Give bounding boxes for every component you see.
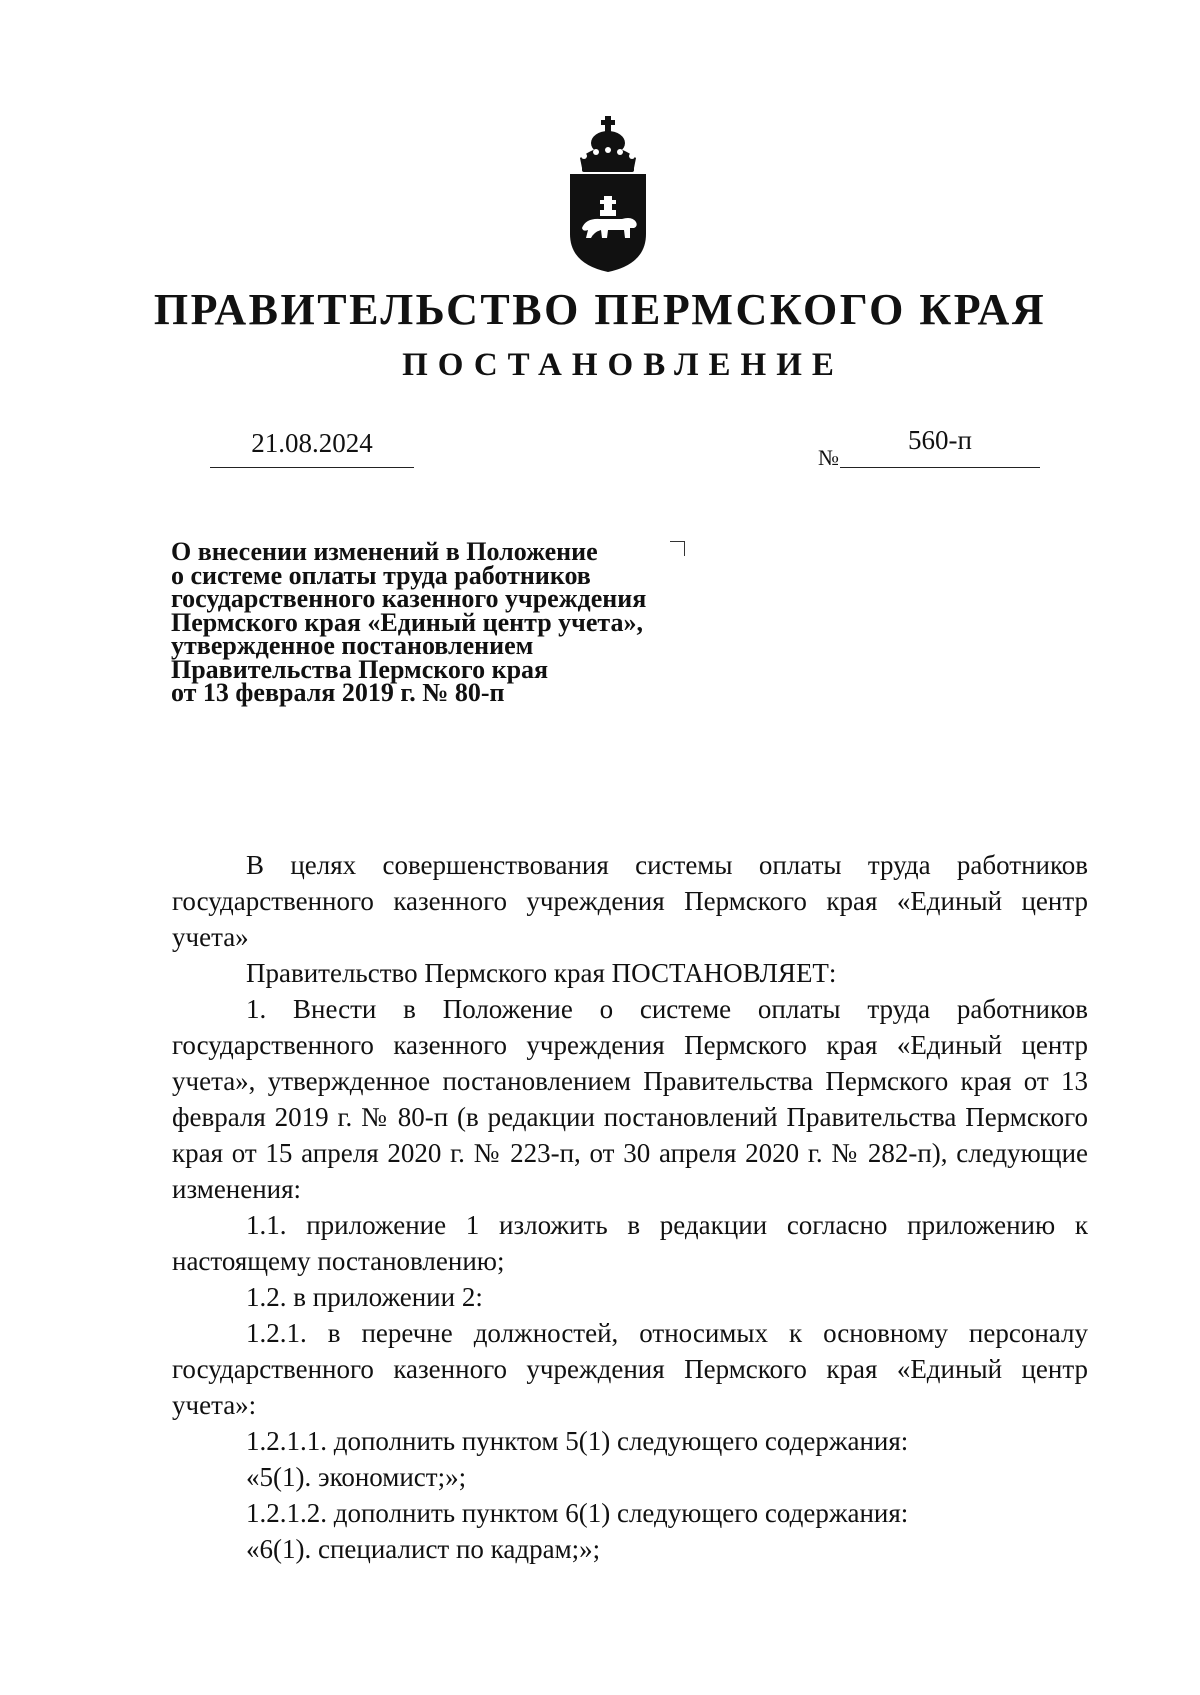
document-number: 560-п	[908, 425, 972, 455]
number-field	[818, 422, 1040, 468]
body-paragraph: 1.2.1.2. дополнить пунктом 6(1) следующего содержания:	[246, 1498, 909, 1528]
body-paragraph: 1.2. в приложении 2:	[246, 1282, 483, 1312]
body-paragraph: 1. Внести в Положение о системе оплаты труда работников государственного казенного учреждения Пермского края «Единый центр учета», утвержденное постановлением Правительства Пермского края от 13 февраля 2019 г. № 80-п (в редакции постановлений Правительства Пермского края от 15 апреля 2020 г. № 223-п, от 30 апреля 2020 г. № 282-п), следующие изменения:	[172, 994, 1088, 1204]
body-paragraph: «5(1). экономист;»;	[246, 1462, 467, 1492]
government-title: ПРАВИТЕЛЬСТВО ПЕРМСКОГО КРАЯ	[153, 285, 1047, 334]
number-sign: №	[818, 445, 839, 470]
document-date: 21.08.2024	[251, 428, 373, 458]
subject-line: утвержденное постановлением	[171, 631, 534, 660]
subject-line: государственного казенного учреждения	[171, 584, 647, 613]
subject-line: Пермского края «Единый центр учета»,	[171, 607, 643, 637]
subject-line: о системе оплаты труда работников	[171, 560, 591, 590]
document-subject	[171, 537, 731, 707]
number-underline	[840, 467, 1040, 468]
body-paragraph: В целях совершенствования системы оплаты труда работников государственного казенного учреждения Пермского края «Единый центр учета»	[172, 850, 1088, 952]
body-paragraph: «6(1). специалист по кадрам;»;	[246, 1534, 601, 1564]
body-paragraph: 1.1. приложение 1 изложить в редакции согласно приложению к настоящему постановлению;	[172, 1210, 1088, 1276]
subject-corner-mark	[670, 541, 685, 556]
subject-line: Правительства Пермского края	[171, 654, 549, 684]
document-body	[172, 847, 1088, 1567]
coat-of-arms-emblem	[560, 116, 656, 276]
subject-line: О внесении изменений в Положение	[171, 537, 598, 566]
body-paragraph: 1.2.1. в перечне должностей, относимых к основному персоналу государственного казенного учреждения Пермского края «Единый центр учета»:	[172, 1318, 1088, 1420]
subject-line: от 13 февраля 2019 г. № 80-п	[171, 678, 505, 707]
document-type: ПОСТАНОВЛЕНИЕ	[402, 347, 844, 383]
body-paragraph: 1.2.1.1. дополнить пунктом 5(1) следующего содержания:	[246, 1426, 909, 1456]
date-field	[210, 425, 414, 468]
body-paragraph: Правительство Пермского края ПОСТАНОВЛЯЕТ:	[246, 958, 837, 988]
